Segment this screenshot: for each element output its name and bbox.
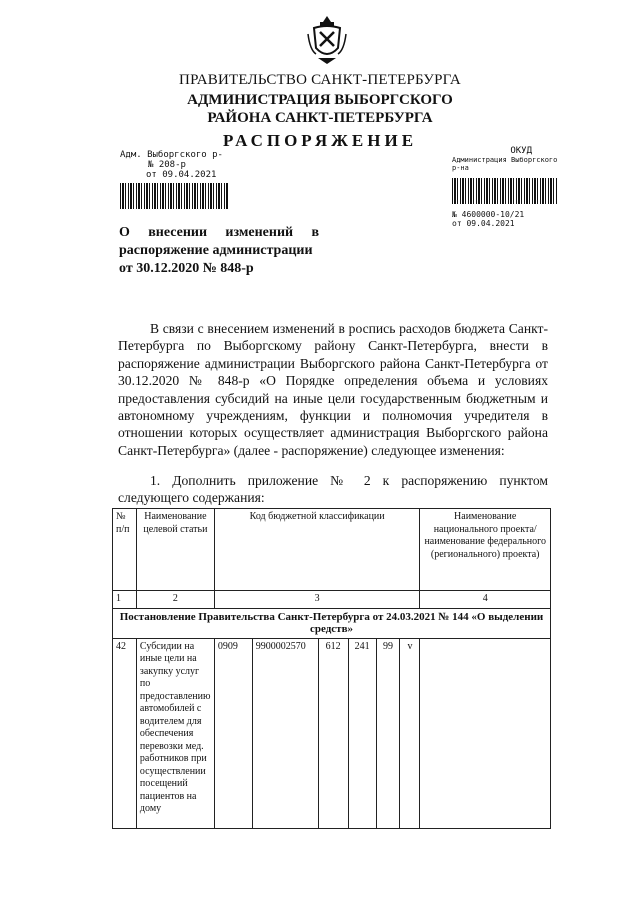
header-government: ПРАВИТЕЛЬСТВО САНКТ-ПЕТЕРБУРГА bbox=[179, 72, 461, 88]
stamp-date: от 09.04.2021 bbox=[452, 219, 515, 228]
barcode-left bbox=[120, 183, 228, 209]
section-title: Постановление Правительства Санкт-Петербурга от 24.03.2021 № 144 «О выделении средств» bbox=[113, 608, 551, 638]
section-title-row bbox=[113, 608, 551, 638]
barcode-right bbox=[452, 178, 558, 204]
row-code-4: 241 bbox=[348, 638, 376, 828]
stamp-number: № 208-р bbox=[148, 160, 186, 170]
table-row bbox=[113, 638, 551, 828]
header-code: Код бюджетной классификации bbox=[214, 509, 420, 591]
subject-line-2: распоряжение администрации bbox=[119, 243, 313, 258]
row-project bbox=[420, 638, 551, 828]
table-header-row bbox=[113, 509, 551, 591]
registration-stamp-left bbox=[120, 150, 230, 209]
header-district: РАЙОНА САНКТ-ПЕТЕРБУРГА bbox=[207, 110, 433, 126]
stamp-date: от 09.04.2021 bbox=[146, 170, 217, 180]
subject-line-3: от 30.12.2020 № 848-р bbox=[119, 261, 254, 276]
stamp-org: Администрация Выборгского р-на bbox=[452, 156, 558, 172]
body-paragraph: В связи с внесением изменений в роспись расходов бюджета Санкт-Петербурга по Выборгскому району Санкт-Петербурга, внести в распоряжение администрации Выборгского района Санкт-Петербурга от 30.12.2020 № 848-р «О Порядке определения объема и условиях предоставления субсидий на иные цели государственным бюджетным и автономному учреждениям, функции и полномочия учредителя в отношении которых осуществляет администрация Выборгского района Санкт-Петербурга» (далее - распоряжение) следующее изменения: bbox=[118, 321, 548, 458]
budget-table bbox=[112, 508, 551, 829]
col-number: 3 bbox=[214, 591, 420, 609]
header-project: Наименование национального проекта/наименование федерального (регионального) проекта) bbox=[420, 509, 551, 591]
col-number: 4 bbox=[420, 591, 551, 609]
header-num: № п/п bbox=[113, 509, 137, 591]
row-code-2: 9900002570 bbox=[252, 638, 318, 828]
col-number: 1 bbox=[113, 591, 137, 609]
stamp-org: Адм. Выборгского р- bbox=[120, 150, 223, 160]
row-num: 42 bbox=[113, 638, 137, 828]
document-subject bbox=[119, 224, 319, 278]
registration-stamp-right bbox=[452, 146, 562, 228]
item-1: 1. Дополнить приложение № 2 к распоряжению пунктом следующего содержания: bbox=[118, 473, 548, 505]
document-type-title: РАСПОРЯЖЕНИЕ bbox=[222, 131, 418, 150]
row-code-3: 612 bbox=[318, 638, 348, 828]
col-number: 2 bbox=[136, 591, 214, 609]
column-numbers-row bbox=[113, 591, 551, 609]
coat-of-arms-emblem bbox=[306, 14, 348, 66]
row-code-6: v bbox=[400, 638, 420, 828]
header-administration: АДМИНИСТРАЦИЯ ВЫБОРГСКОГО bbox=[187, 92, 453, 108]
subject-line-1: О внесении изменений в bbox=[119, 225, 319, 240]
row-name: Субсидии на иные цели на закупку услуг по предоставлению автомобилей с водителем для обеспечения перевозки мед. работников при осуществлении посещений пациентов на дому bbox=[136, 638, 214, 828]
stamp-okud: ОКУД bbox=[510, 146, 532, 156]
row-code-5: 99 bbox=[376, 638, 400, 828]
header-name: Наименование целевой статьи bbox=[136, 509, 214, 591]
row-code-1: 0909 bbox=[214, 638, 252, 828]
stamp-number: № 4600000-10/21 bbox=[452, 210, 525, 219]
